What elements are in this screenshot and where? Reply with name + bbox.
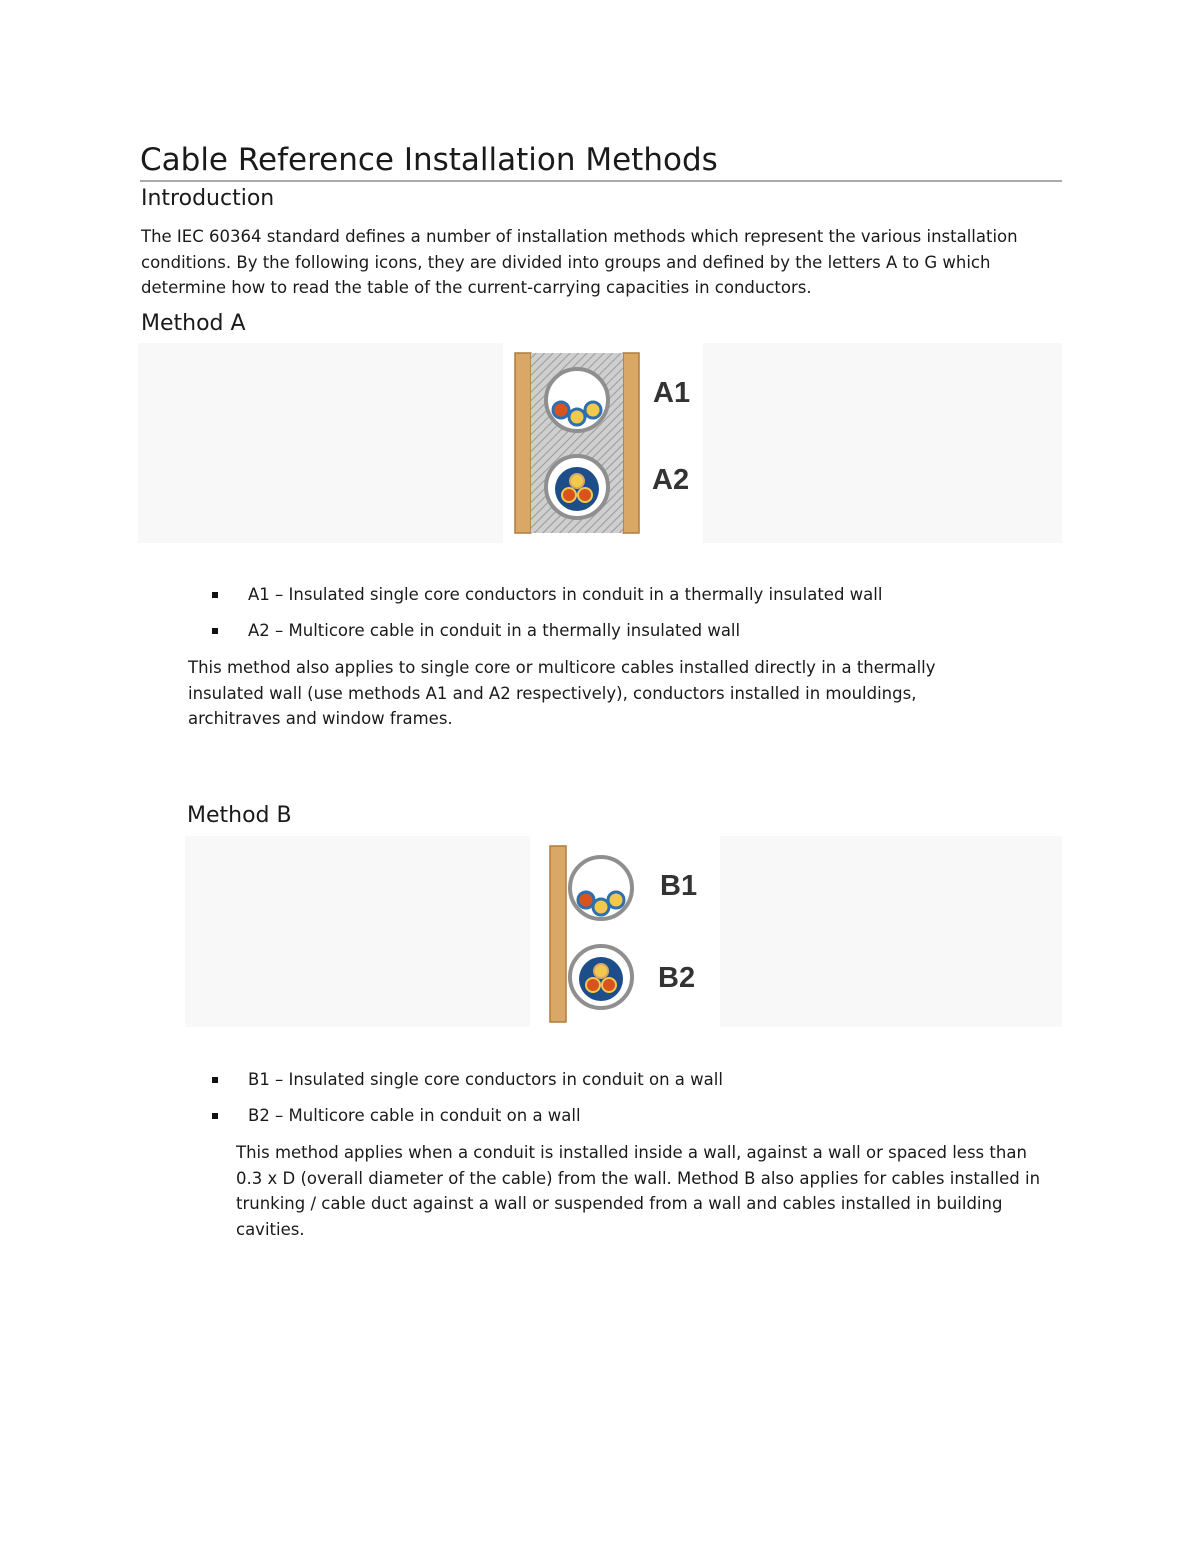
method-a-diagram [503,343,703,543]
label-b1: B1 [660,870,698,902]
list-item: B2 – Multicore cable in conduit on a wall [212,1098,723,1134]
method-a-heading: Method A [141,311,246,336]
method-b-text: This method applies when a conduit is installed inside a wall, against a wall or spaced less than 0.3 x D (overall diameter of the cable) from the wall. Method B also applies for cables installed in trunking / cable duct against a wall or suspended from a wall and cables installed in building cavities. [236,1143,1041,1239]
label-a1: A1 [653,377,691,409]
bullet-icon [212,592,218,598]
page-title: Cable Reference Installation Methods [140,140,1062,182]
introduction-text: The IEC 60364 standard defines a number of installation methods which represent the various installation conditions. By the following icons, they are divided into groups and defined by the letters A to G which determine how to read the table of the current-carrying capacities in conductors. [141,227,1018,297]
method-b-heading: Method B [187,803,292,828]
list-item: B1 – Insulated single core conductors in conduit on a wall [212,1062,723,1098]
method-b-bullet-list [212,1062,723,1134]
method-a-text: This method also applies to single core or multicore cables installed directly in a thermally insulated wall (use methods A1 and A2 respectively), conductors installed in mouldings, architraves and window frames. [188,658,936,728]
method-b-diagram [530,836,720,1027]
list-item: A1 – Insulated single core conductors in conduit in a thermally insulated wall [212,577,882,613]
label-b2: B2 [658,962,696,994]
method-b-figure [185,836,1062,1027]
wall-left [515,353,531,533]
method-a-figure [138,343,1062,543]
bullet-icon [212,1113,218,1119]
list-item: A2 – Multicore cable in conduit in a thermally insulated wall [212,613,882,649]
wall-right [623,353,639,533]
wall [550,846,566,1022]
bullet-icon [212,1077,218,1083]
bullet-icon [212,628,218,634]
method-a-bullet-list [212,577,882,649]
introduction-heading: Introduction [141,186,275,211]
label-a2: A2 [652,464,690,496]
